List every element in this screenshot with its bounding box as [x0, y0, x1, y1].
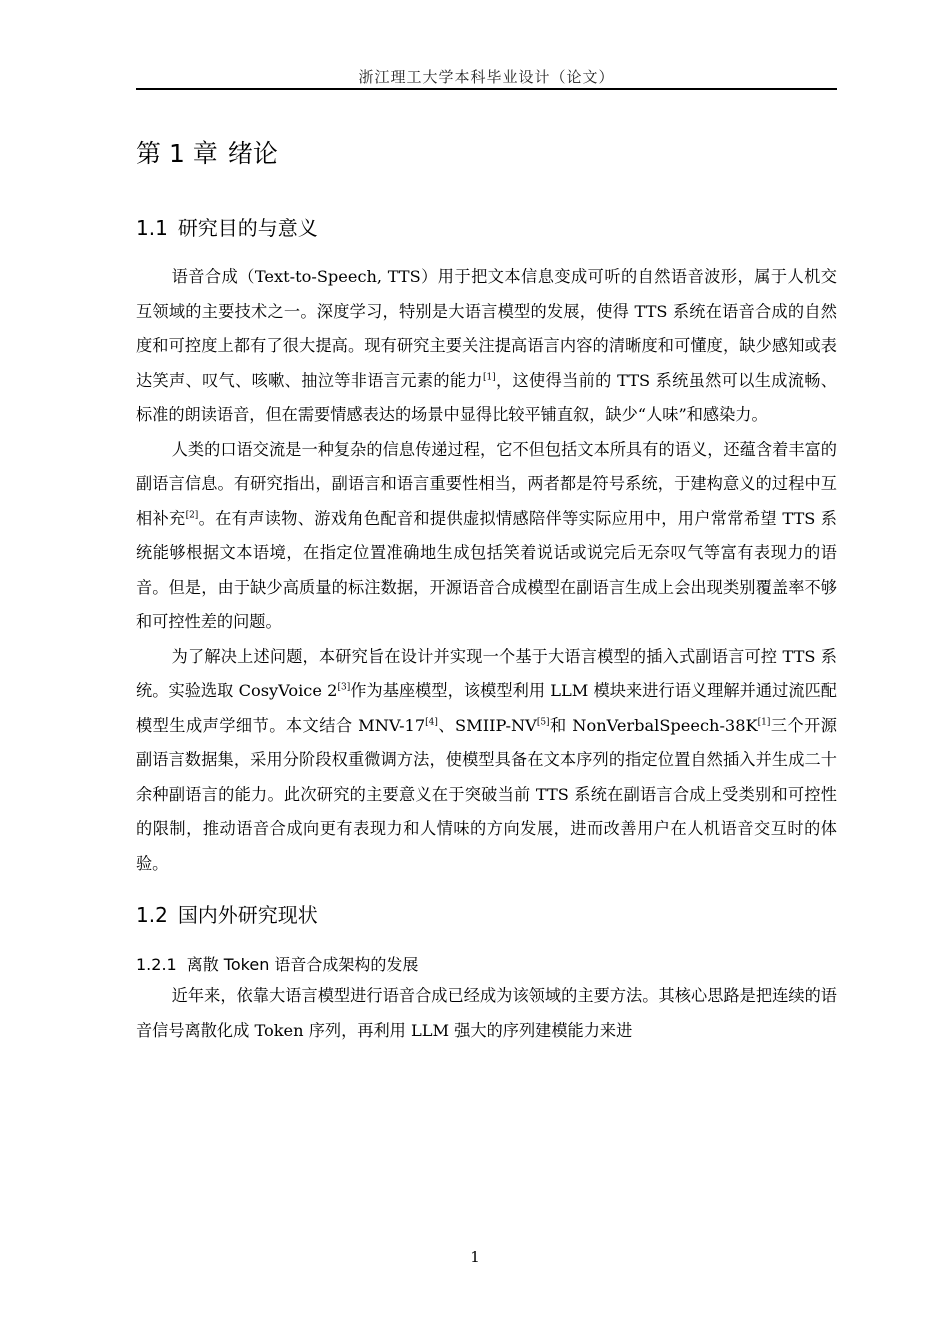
citation[interactable]: [4]	[425, 717, 438, 728]
subsection-title: 离散 Token 语音合成架构的发展	[186, 955, 419, 974]
citation[interactable]: [5]	[536, 717, 550, 728]
section-heading-1-1	[136, 212, 837, 244]
running-header: 浙江理工大学本科毕业设计（论文）	[358, 68, 615, 86]
paragraph-1-1-2: 人类的口语交流是一种复杂的信息传递过程，它不但包括文本所具有的语义，还蕴含着丰富的副语言信息。有研究指出，副语言和语言重要性相当，两者都是符号系统，于建构意义的过程中互相补充[2]。在有声读物、游戏角色配音和提供虚拟情感陪伴等实际应用中，用户常常希望 TTS 系统能够根据文本语境，在指定位置准确地生成包括笑着说话或说完后无奈叹气等富有表现力的语音。但是，由于缺少高质量的标注数据，开源语音合成模型在副语言生成上会出现类别覆盖率不够和可控性差的问题。	[136, 439, 837, 631]
chapter-number: 第 1 章	[136, 139, 218, 168]
citation[interactable]: [1]	[482, 372, 496, 383]
header-rule	[136, 88, 837, 90]
section-title: 国内外研究现状	[177, 903, 318, 927]
citation[interactable]: [1]	[757, 717, 771, 728]
paragraph-1-1-3: 为了解决上述问题，本研究旨在设计并实现一个基于大语言模型的插入式副语言可控 TTS 系统。实验选取 CosyVoice 2[3]作为基座模型，该模型利用 LLM 模块来进行语义理解并通过流匹配模型生成声学细节。本文结合 MNV-17[4]、SMIIP-NV[5]和 NonVerbalSpeech-38K[1]三个开源副语言数据集，采用分阶段权重微调方法，使模型具备在文本序列的指定位置自然插入并生成二十余种副语言的能力。此次研究的主要意义在于突破当前 TTS 系统在副语言合成上受类别和可控性的限制，推动语音合成向更有表现力和人情味的方向发展，进而改善用户在人机语音交互时的体验。	[136, 646, 837, 873]
citation[interactable]: [3]	[337, 682, 351, 693]
section-number: 1.1	[136, 216, 168, 240]
page-body	[136, 132, 837, 1048]
paragraph-1-2-1-1: 近年来，依靠大语言模型进行语音合成已经成为该领域的主要方法。其核心思路是把连续的语音信号离散化成 Token 序列，再利用 LLM 强大的序列建模能力来进	[136, 986, 837, 1040]
paragraph-1-1-1: 语音合成（Text-to-Speech, TTS）用于把文本信息变成可听的自然语音波形，属于人机交互领域的主要技术之一。深度学习，特别是大语言模型的发展，使得 TTS 系统在语音合成的自然度和可控度上都有了很大提高。现有研究主要关注提高语言内容的清晰度和可懂度，缺少感知或表达笑声、叹气、咳嗽、抽泣等非语言元素的能力[1]，这使得当前的 TTS 系统虽然可以生成流畅、标准的朗读语音，但在需要情感表达的场景中显得比较平铺直叙，缺少“人味”和感染力。	[136, 267, 837, 424]
section-number: 1.2	[136, 903, 168, 927]
citation[interactable]: [2]	[185, 510, 199, 521]
section-title: 研究目的与意义	[177, 216, 318, 240]
page-number: 1	[470, 1248, 480, 1266]
section-heading-1-2	[136, 899, 837, 931]
subsection-number: 1.2.1	[136, 955, 177, 974]
chapter-title: 绪论	[227, 139, 278, 168]
subsection-heading-1-2-1	[136, 951, 837, 979]
chapter-heading	[136, 132, 837, 176]
